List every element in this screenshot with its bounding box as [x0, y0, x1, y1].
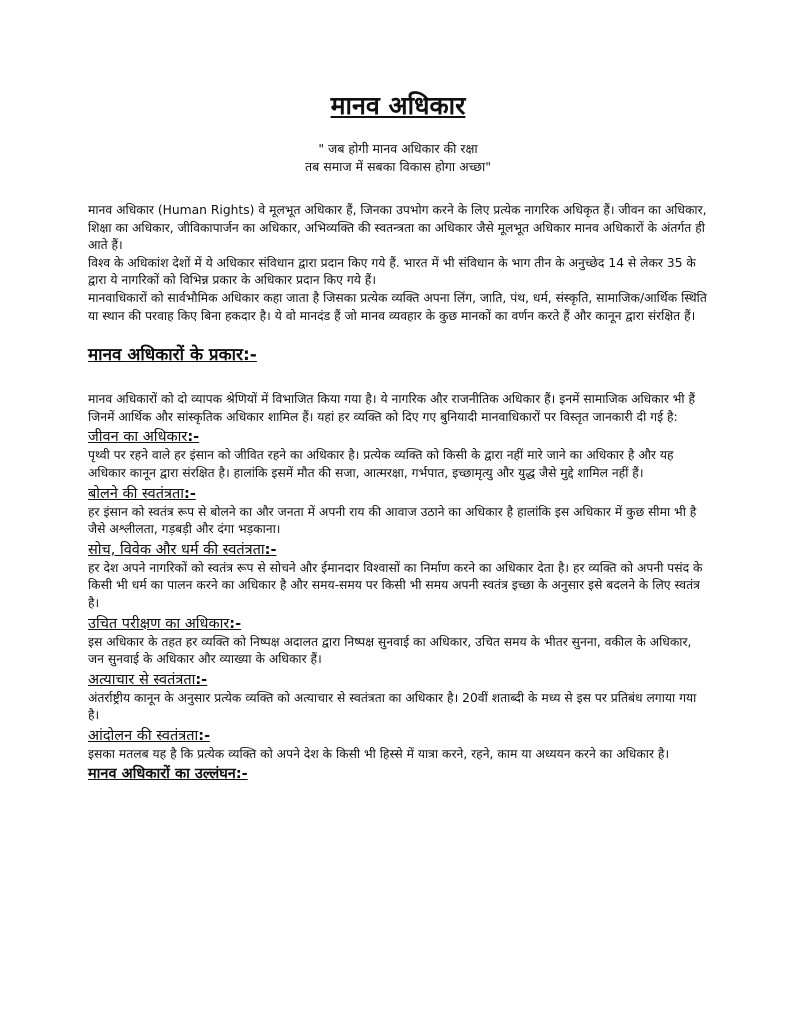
subsection-heading-text: अत्याचार से स्वतंत्रता [88, 671, 196, 688]
subsection-heading-suffix: :- [187, 429, 200, 446]
subsection-heading-suffix: :- [264, 541, 277, 558]
subsection-heading [88, 428, 708, 447]
subsection-heading [88, 615, 708, 634]
final-heading-text: मानव अधिकारों का उल्लंघन [88, 766, 236, 783]
subsection-paragraph: इसका मतलब यह है कि प्रत्येक व्यक्ति को अपने देश के किसी भी हिस्से में यात्रा करने, रहने, काम या अध्ययन करने का अधिकार है। [88, 746, 670, 761]
types-intro-paragraph: मानव अधिकारों को दो व्यापक श्रेणियों में विभाजित किया गया है। ये नागरिक और राजनीतिक अधिकार हैं। इनमें सामाजिक अधिकार भी हैं जिनमें आर्थिक और सांस्कृतिक अधिकार शामिल हैं। यहां हर व्यक्ति को दिए गए बुनियादी मानवाधिकारों पर विस्तृत जानकारी दी गई है: [88, 392, 696, 424]
subsection-paragraph: हर इंसान को स्वतंत्र रूप से बोलने का और जनता में अपनी राय की आवाज उठाने का अधिकार है हालांकि इस अधिकार में कुछ सीमा भी है जैसे अश्लीलता, गड़बड़ी और दंगा भड़काना। [88, 504, 697, 537]
subsection-paragraph: हर देश अपने नागरिकों को स्वतंत्र रूप से सोचने और ईमानदार विश्वासों का निर्माण करने का अधिकार देता है। हर व्यक्ति को अपनी पसंद के किसी भी धर्म का पालन करने का अधिकार है और समय-समय पर किसी भी समय अपनी स्वतंत्र इच्छा के अनुसार इसे बदलने के लिए स्वतंत्र है। [88, 560, 703, 610]
subsection-heading-text: सोच, विवेक और धर्म की स्वतंत्रता [88, 541, 265, 558]
subsection-heading [88, 541, 708, 560]
subsection-paragraph: अंतर्राष्ट्रीय कानून के अनुसार प्रत्येक व्यक्ति को अत्याचार से स्वतंत्रता का अधिकार है। 20वीं शताब्दी के मध्य से इस पर प्रतिबंध लगाया गया है। [88, 690, 697, 723]
subsection-heading-suffix: :- [195, 671, 208, 688]
intro-paragraph: मानव अधिकार (Human Rights) वे मूलभूत अधिकार हैं, जिनका उपभोग करने के लिए प्रत्येक नागरिक अधिकृत हैं। जीवन का अधिकार, शिक्षा का अधिकार, जीविकापार्जन का अधिकार, अभिव्यक्ति की स्वतन्त्रता का अधिकार जैसे मूलभूत अधिकार मानव अधिकारों के अंतर्गत ही आते हैं। [88, 203, 707, 253]
page-title: मानव अधिकार [330, 91, 466, 120]
subsection-heading-text: आंदोलन की स्वतंत्रता [88, 727, 199, 744]
subsection-heading-text: जीवन का अधिकार [88, 429, 188, 446]
subsection-heading-text: उचित परीक्षण का अधिकार [88, 615, 230, 632]
intro-paragraph: विश्व के अधिकांश देशों में ये अधिकार संविधान द्वारा प्रदान किए गये हैं. भारत में भी संविधान के भाग तीन के अनुच्छेद 14 से लेकर 35 के द्वारा ये नागरिकों को विभिन्न प्रकार के अधिकार प्रदान किए गये हैं। [88, 255, 696, 288]
subsection-heading [88, 485, 708, 504]
final-heading-suffix: :- [235, 766, 248, 783]
subsection-heading-text: बोलने की स्वतंत्रता [88, 485, 185, 502]
section-heading-violations [88, 765, 708, 784]
subsection-heading-suffix: :- [198, 727, 211, 744]
subsection-heading-suffix: :- [184, 485, 196, 502]
subsection-heading [88, 727, 708, 746]
subsection-paragraph: पृथ्वी पर रहने वाले हर इंसान को जीवित रहने का अधिकार है। प्रत्येक व्यक्ति को किसी के द्वारा नहीं मारे जाने का अधिकार है और यह अधिकार कानून द्वारा संरक्षित है। हालांकि इसमें मौत की सजा, आत्मरक्षा, गर्भपात, इच्छामृत्यु और युद्ध जैसे मुद्दे शामिल नहीं हैं। [88, 448, 674, 480]
document-page [88, 90, 708, 784]
quote-line: तब समाज में सबका विकास होगा अच्छा" [305, 159, 491, 174]
subsection-heading [88, 671, 708, 690]
intro-paragraph: मानवाधिकारों को सार्वभौमिक अधिकार कहा जाता है जिसका प्रत्येक व्यक्ति अपना लिंग, जाति, पंथ, धर्म, संस्कृति, सामाजिक/आर्थिक स्थिति या स्थान की परवाह किए बिना हकदार है। ये वो मानदंड हैं जो मानव व्यवहार के कुछ मानकों का वर्णन करते हैं और कानून द्वारा संरक्षित हैं। [88, 290, 707, 323]
section-heading-types: मानव अधिकारों के प्रकार:- [88, 345, 257, 366]
subsection-heading-suffix: :- [229, 615, 242, 632]
quote-line: " जब होगी मानव अधिकार की रक्षा [318, 141, 478, 156]
subsection-paragraph: इस अधिकार के तहत हर व्यक्ति को निष्पक्ष अदालत द्वारा निष्पक्ष सुनवाई का अधिकार, उचित समय के भीतर सुनना, वकील के अधिकार, जन सुनवाई के अधिकार और व्याख्या के अधिकार हैं। [88, 634, 692, 667]
quote-block [88, 140, 708, 176]
